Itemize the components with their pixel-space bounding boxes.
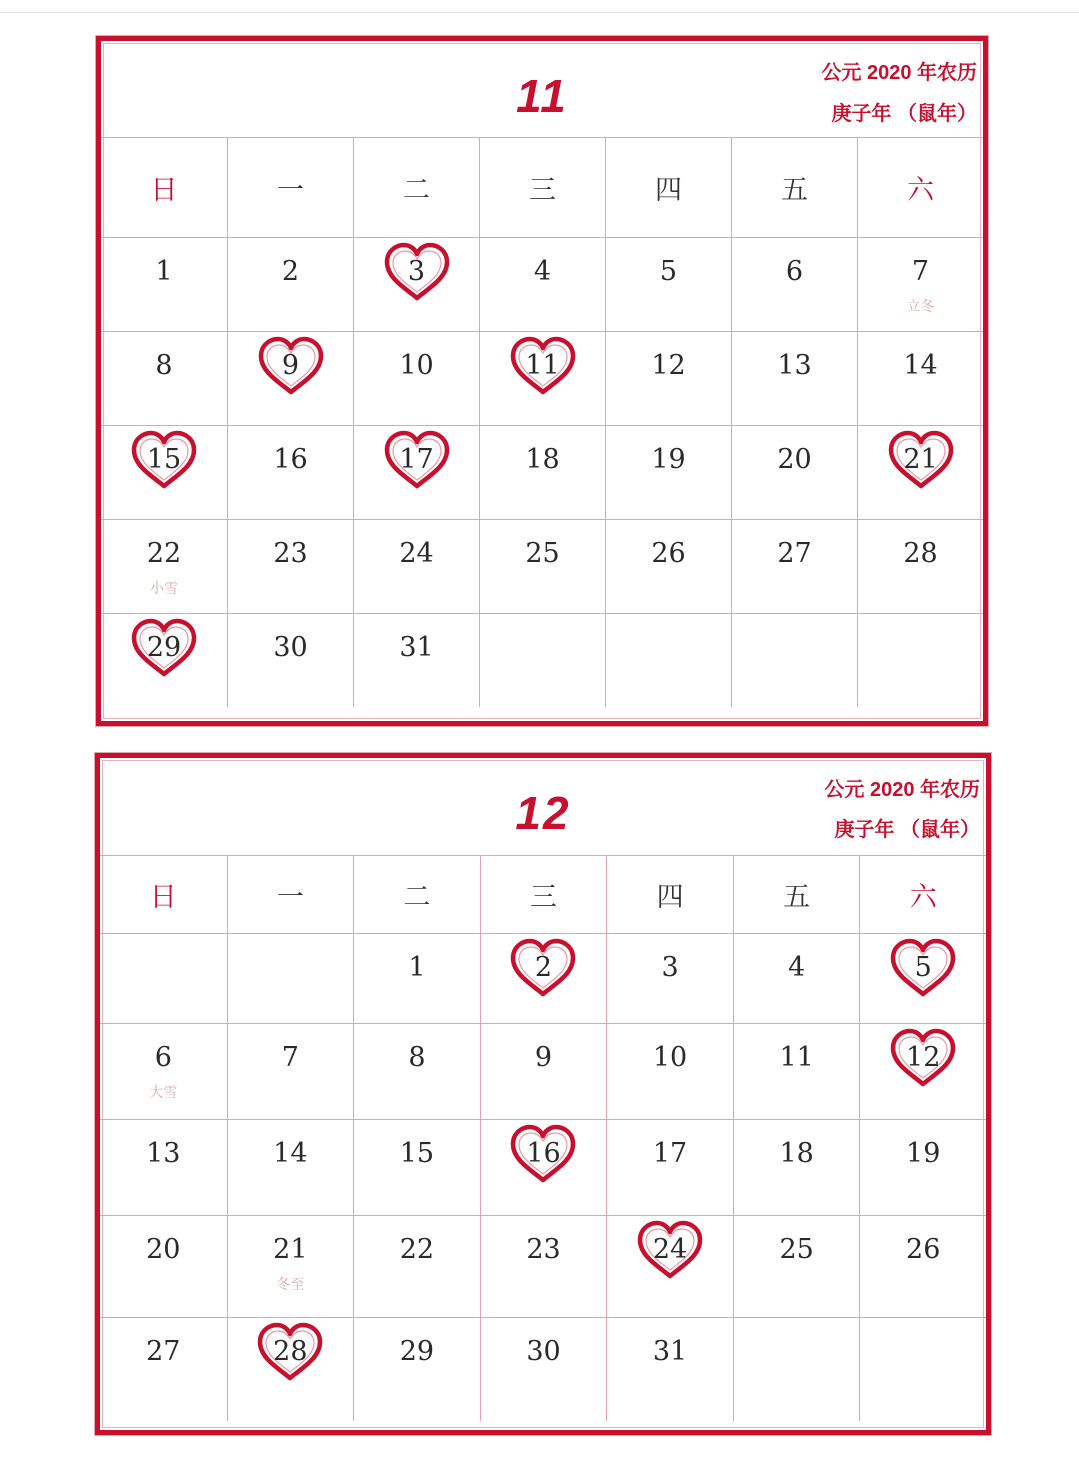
day-cell[interactable] xyxy=(857,519,983,613)
day-cell[interactable] xyxy=(480,1317,607,1421)
day-cell[interactable] xyxy=(227,519,353,613)
day-cell[interactable] xyxy=(857,425,983,519)
calendar-november xyxy=(96,36,988,726)
weekday-header: 一 xyxy=(227,137,353,237)
day-number: 29 xyxy=(399,1336,435,1367)
day-number: 23 xyxy=(526,1234,561,1265)
day-number: 10 xyxy=(399,350,434,381)
day-cell[interactable] xyxy=(605,425,731,519)
day-number: 4 xyxy=(533,256,552,287)
day-number: 9 xyxy=(281,350,300,381)
weekday-header: 五 xyxy=(731,137,857,237)
day-cell[interactable] xyxy=(733,1119,860,1215)
day-number: 18 xyxy=(779,1138,814,1169)
day-number: 26 xyxy=(651,538,686,569)
weekday-header: 二 xyxy=(353,137,479,237)
day-cell[interactable] xyxy=(859,1119,986,1215)
day-number: 18 xyxy=(525,444,560,475)
day-cell[interactable] xyxy=(100,1317,227,1421)
day-cell[interactable] xyxy=(479,519,605,613)
day-number: 31 xyxy=(399,632,434,663)
solar-term-label: 大雪 xyxy=(149,1085,178,1101)
weekday-header: 三 xyxy=(479,137,605,237)
day-cell[interactable] xyxy=(605,519,731,613)
day-number: 30 xyxy=(273,632,308,663)
day-cell[interactable] xyxy=(227,1119,354,1215)
day-cell[interactable] xyxy=(101,425,227,519)
day-cell[interactable] xyxy=(353,519,479,613)
day-number: 11 xyxy=(779,1042,814,1073)
day-number: 1 xyxy=(155,256,173,287)
lunar-year-line1: 公元 2020 年农历 xyxy=(824,779,980,801)
day-number: 2 xyxy=(281,256,300,287)
day-cell[interactable] xyxy=(227,237,353,331)
empty-cell xyxy=(479,613,605,707)
day-cell[interactable] xyxy=(100,1119,227,1215)
day-cell[interactable] xyxy=(479,331,605,425)
day-number: 6 xyxy=(785,256,804,287)
weekday-header: 一 xyxy=(227,855,354,933)
day-number: 17 xyxy=(399,444,434,475)
day-cell[interactable] xyxy=(859,1215,986,1317)
day-cell[interactable] xyxy=(731,331,857,425)
day-cell[interactable] xyxy=(606,1119,733,1215)
day-number: 12 xyxy=(906,1042,941,1073)
solar-term-label: 小雪 xyxy=(150,581,178,597)
day-number: 5 xyxy=(914,952,932,983)
day-number: 23 xyxy=(273,538,308,569)
day-number: 25 xyxy=(525,538,560,569)
weekday-header: 日 xyxy=(100,855,227,933)
day-cell[interactable] xyxy=(733,1023,860,1119)
day-number: 16 xyxy=(273,444,308,475)
day-number: 13 xyxy=(146,1138,181,1169)
day-cell[interactable] xyxy=(227,1215,354,1317)
empty-cell xyxy=(731,613,857,707)
day-cell[interactable] xyxy=(100,1215,227,1317)
weekday-header: 四 xyxy=(606,855,733,933)
day-number: 24 xyxy=(399,538,434,569)
day-cell[interactable] xyxy=(353,613,479,707)
day-number: 20 xyxy=(146,1234,181,1265)
day-number: 24 xyxy=(652,1234,688,1265)
weekday-header: 日 xyxy=(101,137,227,237)
day-number: 21 xyxy=(273,1234,308,1265)
day-number: 13 xyxy=(777,350,812,381)
day-cell[interactable] xyxy=(733,933,860,1023)
calendar-december xyxy=(95,753,991,1435)
day-number: 28 xyxy=(903,538,938,569)
weekday-header: 五 xyxy=(733,855,860,933)
day-number: 8 xyxy=(408,1042,426,1073)
day-cell[interactable] xyxy=(605,237,731,331)
solar-term-label: 冬至 xyxy=(276,1277,305,1293)
day-number: 9 xyxy=(534,1042,553,1073)
day-number: 17 xyxy=(652,1138,688,1169)
day-number: 22 xyxy=(146,538,182,569)
day-number: 3 xyxy=(661,952,679,983)
day-cell[interactable] xyxy=(606,1023,733,1119)
month-number: 11 xyxy=(516,70,568,122)
day-number: 14 xyxy=(903,350,938,381)
lunar-year-line2: 庚子年 （鼠年） xyxy=(831,103,977,125)
day-number: 20 xyxy=(777,444,812,475)
day-number: 4 xyxy=(788,952,806,983)
weekday-header: 六 xyxy=(859,855,986,933)
day-number: 7 xyxy=(281,1042,299,1073)
day-cell[interactable] xyxy=(731,425,857,519)
day-cell[interactable] xyxy=(859,1023,986,1119)
day-number: 8 xyxy=(155,350,173,381)
day-number: 15 xyxy=(399,1138,435,1169)
empty-cell xyxy=(227,933,354,1023)
day-cell[interactable] xyxy=(353,1119,480,1215)
day-number: 2 xyxy=(534,952,553,983)
day-cell[interactable] xyxy=(353,425,479,519)
day-number: 27 xyxy=(777,538,812,569)
day-number: 5 xyxy=(659,256,678,287)
day-number: 7 xyxy=(911,256,930,287)
day-cell[interactable] xyxy=(479,425,605,519)
day-number: 27 xyxy=(146,1336,181,1367)
day-cell[interactable] xyxy=(605,331,731,425)
solar-term-label: 立冬 xyxy=(906,299,935,315)
weekday-header: 二 xyxy=(353,855,480,933)
top-divider xyxy=(0,12,1079,13)
day-number: 21 xyxy=(903,444,938,475)
day-number: 19 xyxy=(651,444,686,475)
day-number: 30 xyxy=(526,1336,561,1367)
day-cell[interactable] xyxy=(606,1317,733,1421)
month-number: 12 xyxy=(515,787,571,839)
day-cell[interactable] xyxy=(859,933,986,1023)
day-number: 1 xyxy=(408,952,426,983)
day-cell[interactable] xyxy=(227,331,353,425)
day-number: 11 xyxy=(525,350,560,381)
day-number: 16 xyxy=(526,1138,561,1169)
empty-cell xyxy=(100,933,227,1023)
day-number: 25 xyxy=(779,1234,814,1265)
calendar-grid xyxy=(101,137,983,721)
empty-cell xyxy=(859,1317,986,1421)
day-number: 3 xyxy=(407,256,426,287)
day-cell[interactable] xyxy=(480,933,607,1023)
weekday-header: 四 xyxy=(605,137,731,237)
day-number: 29 xyxy=(146,632,182,663)
day-number: 19 xyxy=(906,1138,941,1169)
day-number: 14 xyxy=(273,1138,308,1169)
calendar-grid xyxy=(100,855,986,1430)
day-cell[interactable] xyxy=(479,237,605,331)
day-number: 6 xyxy=(154,1042,172,1073)
day-cell[interactable] xyxy=(101,519,227,613)
weekday-header: 六 xyxy=(857,137,983,237)
day-cell[interactable] xyxy=(101,331,227,425)
day-cell[interactable] xyxy=(353,331,479,425)
day-cell[interactable] xyxy=(227,1317,354,1421)
day-cell[interactable] xyxy=(733,1215,860,1317)
day-cell[interactable] xyxy=(353,1215,480,1317)
day-cell[interactable] xyxy=(101,237,227,331)
day-cell[interactable] xyxy=(353,237,479,331)
day-cell[interactable] xyxy=(353,1023,480,1119)
lunar-year-line2: 庚子年 （鼠年） xyxy=(834,819,980,841)
day-number: 10 xyxy=(652,1042,688,1073)
empty-cell xyxy=(857,613,983,707)
day-cell[interactable] xyxy=(857,331,983,425)
day-number: 22 xyxy=(399,1234,435,1265)
day-cell[interactable] xyxy=(731,237,857,331)
day-cell[interactable] xyxy=(480,1023,607,1119)
day-cell[interactable] xyxy=(227,1023,354,1119)
day-number: 26 xyxy=(906,1234,941,1265)
day-cell[interactable] xyxy=(731,519,857,613)
day-cell[interactable] xyxy=(100,1023,227,1119)
weekday-header: 三 xyxy=(480,855,607,933)
day-cell[interactable] xyxy=(606,933,733,1023)
day-number: 31 xyxy=(652,1336,688,1367)
day-number: 15 xyxy=(146,444,182,475)
day-number: 28 xyxy=(273,1336,308,1367)
day-cell[interactable] xyxy=(227,425,353,519)
day-cell[interactable] xyxy=(353,1317,480,1421)
day-cell[interactable] xyxy=(227,613,353,707)
empty-cell xyxy=(733,1317,860,1421)
empty-cell xyxy=(605,613,731,707)
day-cell[interactable] xyxy=(480,1119,607,1215)
day-cell[interactable] xyxy=(101,613,227,707)
lunar-year-line1: 公元 2020 年农历 xyxy=(821,62,977,84)
day-cell[interactable] xyxy=(857,237,983,331)
day-cell[interactable] xyxy=(606,1215,733,1317)
day-cell[interactable] xyxy=(480,1215,607,1317)
day-number: 12 xyxy=(651,350,686,381)
day-cell[interactable] xyxy=(353,933,480,1023)
